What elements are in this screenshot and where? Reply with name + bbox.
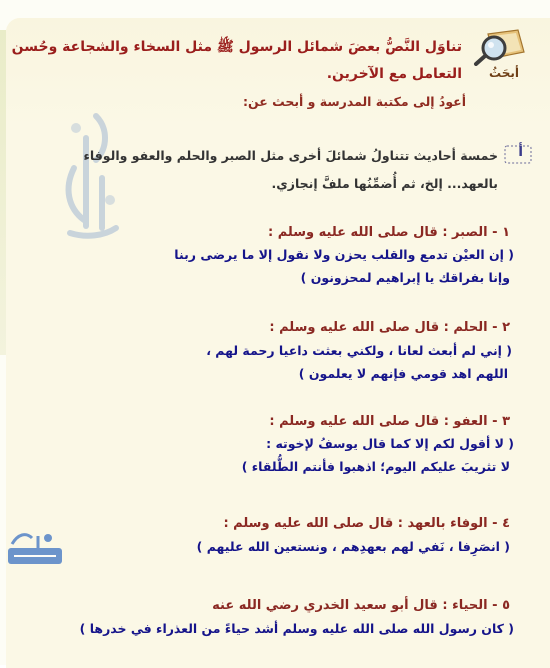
- hadith-1-line-2: وإنا بفراقك يا إبراهيم لمحزونون ): [300, 270, 510, 285]
- task-number: أ: [518, 144, 523, 160]
- watermark-logo-icon: [56, 108, 126, 243]
- hadith-3-line-1: ( لا أقول لكم إلا كما قال يوسفُ لإخوته :: [266, 436, 514, 451]
- hadith-5-title: ٥ - الحياء : قال أبو سعيد الخدري رضي الله عنه: [212, 598, 510, 613]
- magnifier-book-icon: [472, 26, 534, 66]
- task-line-2: بالعهد... إلخ، ثم أُضمِّنُها ملفَّ إنجازي.: [271, 176, 498, 191]
- header-line-2: التعامل مع الآخرين.: [326, 66, 462, 82]
- research-icon-group: [472, 26, 534, 82]
- hadith-3-line-2: لا تثريبَ عليكم اليوم؛ اذهبوا فأنتم الطُّلقاء ): [241, 459, 510, 474]
- hadith-2-title: ٢ - الحلم : قال صلى الله عليه وسلم :: [269, 320, 510, 335]
- hadith-1-title: ١ - الصبر : قال صلى الله عليه وسلم :: [268, 225, 510, 240]
- hadith-5-line-1: ( كان رسول الله صلى الله عليه وسلم أشد حياءً من العذراء في خدرها ): [79, 621, 514, 636]
- hadith-4-line-1: ( انصَرِفا ، نَفي لهم بعهدِهم ، ونستعين الله عليهم ): [196, 539, 510, 554]
- hadith-2-line-1: ( إني لم أبعث لعانا ، ولكني بعثت داعيا رحمة لهم ،: [206, 343, 512, 358]
- watermark-small-logo-icon: [4, 526, 66, 570]
- side-bar: [0, 30, 6, 355]
- hadith-3-title: ٣ - العفو : قال صلى الله عليه وسلم :: [269, 414, 510, 429]
- header-line-1: تناوَل النَّصُّ بعضَ شمائل الرسول ﷺ مثل السخاء والشجاعة وحُسن: [11, 39, 462, 55]
- hadith-2-line-2: اللهم اهد قومي فإنهم لا يعلمون ): [298, 366, 508, 381]
- task-line-1: خمسة أحاديث تتناولُ شمائلَ أخرى مثل الصبر والحلم والعفو والوفاء: [83, 148, 498, 163]
- icon-caption: أبحَثُ: [489, 66, 519, 80]
- research-instruction: أعودُ إلى مكتبة المدرسة و أبحث عن:: [242, 94, 466, 109]
- hadith-4-title: ٤ - الوفاء بالعهد : قال صلى الله عليه وسلم :: [223, 516, 510, 531]
- hadith-1-line-1: ( إن العيْن تدمع والقلب يحزن ولا نقول إلا ما يرضى ربنا: [174, 247, 514, 262]
